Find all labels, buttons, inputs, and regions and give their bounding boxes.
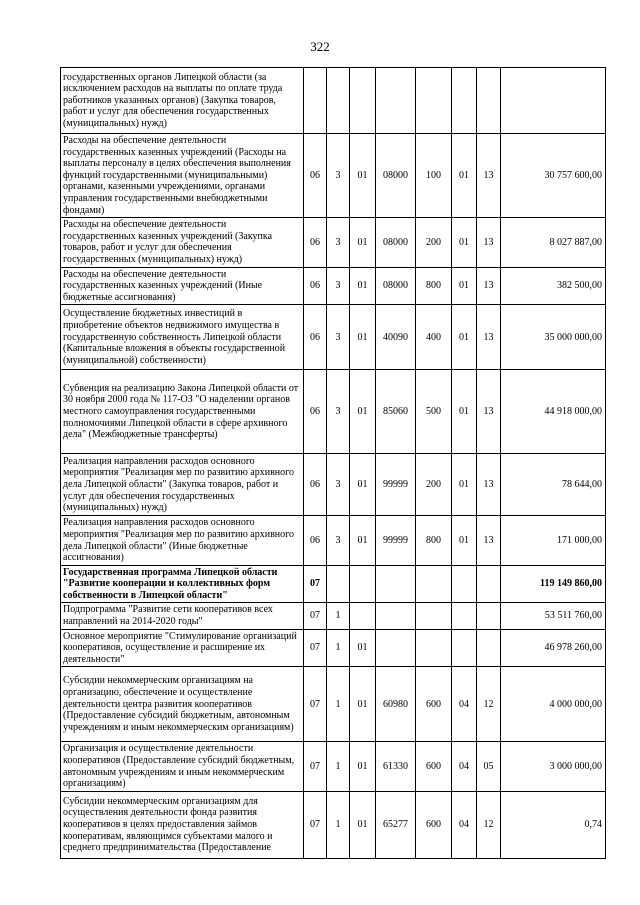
row-code-cell: 01	[350, 454, 376, 516]
row-amount-cell: 4 000 000,00	[501, 667, 606, 742]
row-code-cell	[350, 68, 376, 134]
row-code-cell: 06	[304, 305, 327, 370]
row-code-cell: 01	[452, 218, 477, 267]
row-amount-cell: 53 511 760,00	[501, 603, 606, 629]
row-code-cell: 1	[327, 667, 350, 742]
row-code-cell: 01	[452, 267, 477, 305]
row-code-cell: 13	[477, 134, 501, 218]
row-code-cell: 07	[304, 603, 327, 629]
row-name-cell: Реализация направления расходов основного мероприятия "Реализация мер по развитию архивного дела Липецкой области" (Иные бюджетные ассигнования)	[61, 516, 304, 565]
row-code-cell: 600	[416, 667, 452, 742]
table-row	[61, 629, 606, 667]
row-code-cell: 13	[477, 267, 501, 305]
row-code-cell	[452, 629, 477, 667]
row-code-cell: 200	[416, 218, 452, 267]
row-code-cell: 01	[350, 370, 376, 454]
row-code-cell: 200	[416, 454, 452, 516]
row-code-cell: 08000	[376, 134, 416, 218]
row-code-cell: 01	[350, 516, 376, 565]
row-code-cell	[416, 68, 452, 134]
row-code-cell: 600	[416, 791, 452, 858]
row-code-cell: 1	[327, 742, 350, 791]
row-code-cell: 13	[477, 370, 501, 454]
row-code-cell	[350, 565, 376, 603]
row-code-cell: 06	[304, 454, 327, 516]
table-row	[61, 791, 606, 858]
row-code-cell: 01	[350, 267, 376, 305]
row-name-cell: Субвенция на реализацию Закона Липецкой области от 30 ноября 2000 года № 117-ОЗ "О наделении органов местного самоуправления государственными полномочиями Липецкой области в сфере архивного дела" (Межбюджетные трансферты)	[61, 370, 304, 454]
row-code-cell	[416, 603, 452, 629]
row-code-cell: 500	[416, 370, 452, 454]
row-code-cell: 1	[327, 791, 350, 858]
row-code-cell: 06	[304, 370, 327, 454]
row-code-cell: 06	[304, 267, 327, 305]
row-code-cell: 01	[350, 218, 376, 267]
row-code-cell	[477, 68, 501, 134]
row-code-cell: 04	[452, 742, 477, 791]
row-code-cell: 05	[477, 742, 501, 791]
row-code-cell: 400	[416, 305, 452, 370]
row-amount-cell: 119 149 860,00	[501, 565, 606, 603]
row-name-cell: Субсидии некоммерческим организациям для осуществления деятельности фонда развития кооперативов в целях предоставления займов кооперативам, являющимся субъектами малого и среднего предпринимательства (Предоставление	[61, 791, 304, 858]
row-code-cell: 07	[304, 667, 327, 742]
row-code-cell	[416, 629, 452, 667]
row-code-cell: 1	[327, 603, 350, 629]
row-code-cell: 13	[477, 218, 501, 267]
row-name-cell: Реализация направления расходов основного мероприятия "Реализация мер по развитию архивного дела Липецкой области" (Закупка товаров, работ и услуг для обеспечения государственных (муниципальных) нужд)	[61, 454, 304, 516]
row-code-cell: 07	[304, 565, 327, 603]
row-code-cell: 3	[327, 267, 350, 305]
row-amount-cell: 3 000 000,00	[501, 742, 606, 791]
row-code-cell: 07	[304, 742, 327, 791]
row-code-cell	[376, 68, 416, 134]
row-code-cell: 800	[416, 267, 452, 305]
table-row	[61, 305, 606, 370]
row-code-cell	[477, 603, 501, 629]
row-code-cell: 85060	[376, 370, 416, 454]
row-code-cell: 06	[304, 134, 327, 218]
table-row	[61, 267, 606, 305]
row-code-cell: 3	[327, 370, 350, 454]
row-code-cell: 01	[452, 305, 477, 370]
row-code-cell: 60980	[376, 667, 416, 742]
row-code-cell: 01	[350, 305, 376, 370]
row-code-cell: 13	[477, 516, 501, 565]
row-code-cell	[376, 629, 416, 667]
row-code-cell: 1	[327, 629, 350, 667]
page-number: 322	[310, 39, 330, 54]
row-code-cell: 01	[350, 791, 376, 858]
table-row	[61, 370, 606, 454]
row-code-cell	[327, 68, 350, 134]
row-code-cell: 13	[477, 305, 501, 370]
row-code-cell	[350, 603, 376, 629]
row-code-cell: 3	[327, 134, 350, 218]
row-code-cell: 01	[350, 742, 376, 791]
table-row	[61, 516, 606, 565]
row-code-cell	[452, 565, 477, 603]
row-name-cell: Подпрограмма "Развитие сети кооперативов всех направлений на 2014-2020 годы"	[61, 603, 304, 629]
row-code-cell: 07	[304, 791, 327, 858]
row-code-cell: 01	[452, 454, 477, 516]
budget-table	[60, 67, 606, 859]
row-amount-cell: 8 027 887,00	[501, 218, 606, 267]
row-amount-cell	[501, 68, 606, 134]
row-amount-cell: 46 978 260,00	[501, 629, 606, 667]
row-code-cell: 04	[452, 791, 477, 858]
row-code-cell	[327, 565, 350, 603]
row-code-cell: 01	[452, 516, 477, 565]
row-code-cell: 01	[452, 134, 477, 218]
row-name-cell: Расходы на обеспечение деятельности государственных казенных учреждений (Расходы на выплаты персоналу в целях обеспечения выполнения функций государственными (муниципальными) органами, казенными учреждениями, органами управления государственными внебюджетными фондами)	[61, 134, 304, 218]
row-name-cell: Основное мероприятие "Стимулирование организаций кооперативов, осуществление и расширение их деятельности"	[61, 629, 304, 667]
row-code-cell: 01	[452, 370, 477, 454]
row-name-cell: Государственная программа Липецкой области "Развитие кооперации и коллективных форм собственности в Липецкой области"	[61, 565, 304, 603]
row-code-cell: 3	[327, 454, 350, 516]
table-row	[61, 742, 606, 791]
row-code-cell	[416, 565, 452, 603]
row-code-cell: 3	[327, 305, 350, 370]
row-code-cell: 01	[350, 667, 376, 742]
row-name-cell: Осуществление бюджетных инвестиций в приобретение объектов недвижимого имущества в государственную собственность Липецкой области (Капитальные вложения в объекты государственной (муниципальной) собственности)	[61, 305, 304, 370]
table-row	[61, 667, 606, 742]
row-name-cell: государственных органов Липецкой области (за исключением расходов на выплаты по оплате труда работников указанных органов) (Закупка товаров, работ и услуг для обеспечения государственных (муниципальных) нужд)	[61, 68, 304, 134]
table-row	[61, 134, 606, 218]
row-code-cell: 01	[350, 629, 376, 667]
row-code-cell: 99999	[376, 516, 416, 565]
row-code-cell: 100	[416, 134, 452, 218]
row-code-cell: 99999	[376, 454, 416, 516]
row-amount-cell: 171 000,00	[501, 516, 606, 565]
row-code-cell	[452, 68, 477, 134]
row-amount-cell: 382 500,00	[501, 267, 606, 305]
row-code-cell: 08000	[376, 267, 416, 305]
row-name-cell: Расходы на обеспечение деятельности государственных казенных учреждений (Закупка товаров, работ и услуг для обеспечения государственных (муниципальных) нужд)	[61, 218, 304, 267]
row-code-cell	[304, 68, 327, 134]
row-amount-cell: 44 918 000,00	[501, 370, 606, 454]
row-code-cell: 3	[327, 218, 350, 267]
row-amount-cell: 0,74	[501, 791, 606, 858]
row-code-cell	[452, 603, 477, 629]
row-code-cell: 65277	[376, 791, 416, 858]
row-code-cell: 08000	[376, 218, 416, 267]
row-code-cell: 07	[304, 629, 327, 667]
row-code-cell: 3	[327, 516, 350, 565]
row-code-cell: 40090	[376, 305, 416, 370]
row-code-cell	[477, 629, 501, 667]
row-code-cell: 12	[477, 667, 501, 742]
table-row	[61, 68, 606, 134]
row-code-cell: 04	[452, 667, 477, 742]
row-amount-cell: 78 644,00	[501, 454, 606, 516]
row-name-cell: Расходы на обеспечение деятельности государственных казенных учреждений (Иные бюджетные ассигнования)	[61, 267, 304, 305]
row-code-cell: 06	[304, 218, 327, 267]
row-amount-cell: 35 000 000,00	[501, 305, 606, 370]
row-code-cell: 13	[477, 454, 501, 516]
row-name-cell: Организация и осуществление деятельности кооперативов (Предоставление субсидий бюджетным, автономным учреждениям и иным некоммерческим организациям)	[61, 742, 304, 791]
table-row	[61, 454, 606, 516]
row-code-cell: 12	[477, 791, 501, 858]
row-code-cell: 800	[416, 516, 452, 565]
row-amount-cell: 30 757 600,00	[501, 134, 606, 218]
row-code-cell: 600	[416, 742, 452, 791]
row-code-cell: 01	[350, 134, 376, 218]
row-name-cell: Субсидии некоммерческим организациям на организацию, обеспечение и осуществление деятельности центра развития кооперативов (Предоставление субсидий бюджетным, автономным учреждениям и иным некоммерческим организациям)	[61, 667, 304, 742]
row-code-cell	[376, 565, 416, 603]
row-code-cell: 06	[304, 516, 327, 565]
table-row	[61, 218, 606, 267]
table-row	[61, 603, 606, 629]
table-row	[61, 565, 606, 603]
row-code-cell	[477, 565, 501, 603]
row-code-cell	[376, 603, 416, 629]
row-code-cell: 61330	[376, 742, 416, 791]
